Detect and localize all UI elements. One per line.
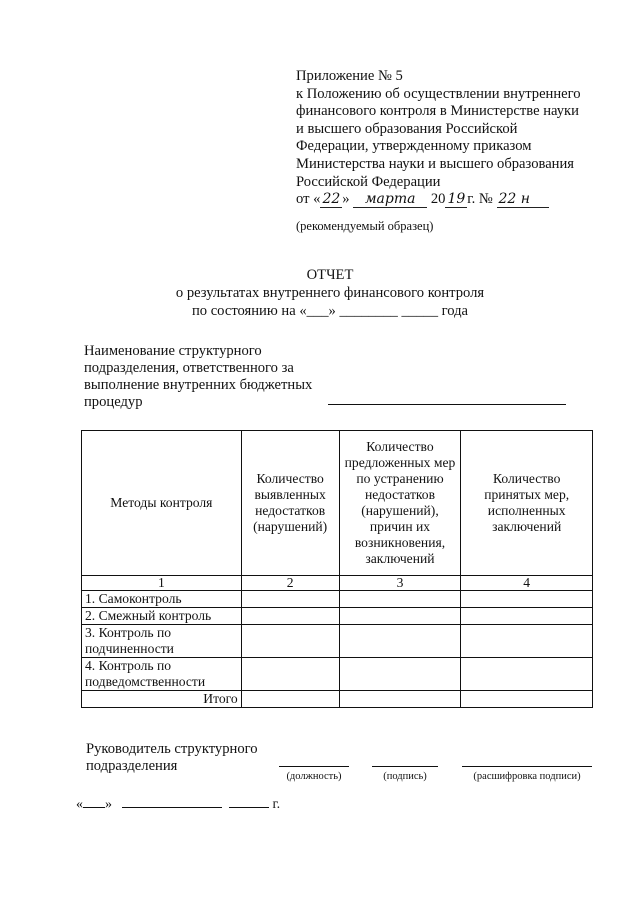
table-number-row — [82, 576, 593, 591]
table-row — [82, 591, 593, 608]
table-cell[interactable] — [241, 658, 339, 691]
table-row — [82, 658, 593, 691]
position-field[interactable] — [279, 766, 349, 767]
appendix-line: к Положению об осуществлении внутреннего — [296, 85, 581, 102]
appendix-block — [296, 68, 596, 209]
column-number: 1 — [82, 576, 242, 591]
date-prefix: от « — [296, 191, 321, 208]
table-cell[interactable] — [339, 608, 461, 625]
signature-label — [86, 741, 258, 775]
name-field[interactable] — [462, 766, 592, 767]
year-prefix: 20 — [430, 191, 446, 208]
table-cell[interactable] — [241, 625, 339, 658]
header-proposed-measures: Количество предложенных мер по устранению недостатков (нарушений), причин их возникновения, заключений — [339, 431, 461, 576]
row-method-label: 2. Смежный контроль — [82, 608, 242, 625]
control-results-table — [81, 430, 593, 708]
table-cell[interactable] — [339, 625, 461, 658]
report-subtitle: о результатах внутреннего финансового контроля — [175, 285, 485, 301]
row-method-label: 4. Контроль по подведомственности — [82, 658, 242, 691]
column-number: 3 — [339, 576, 461, 591]
table-cell[interactable] — [241, 591, 339, 608]
report-date-line: по состоянию на «___» ________ _____ года — [191, 303, 469, 319]
table-cell[interactable] — [241, 691, 339, 708]
report-title-block — [120, 266, 540, 320]
header-accepted-measures: Количество принятых мер, исполненных заключений — [461, 431, 593, 576]
close-quote: » — [105, 797, 112, 812]
signature-label-line: Руководитель структурного — [86, 741, 258, 757]
column-number: 2 — [241, 576, 339, 591]
handwritten-day: 22 — [322, 191, 341, 208]
unit-name-field[interactable] — [328, 404, 566, 405]
appendix-line: Министерства науки и высшего образования — [296, 155, 575, 172]
handwritten-month: марта — [353, 192, 427, 208]
table-row — [82, 608, 593, 625]
appendix-line: и высшего образования Российской — [296, 120, 518, 137]
table-cell[interactable] — [339, 658, 461, 691]
unit-name-label — [84, 343, 312, 411]
report-title: ОТЧЕТ — [306, 267, 354, 283]
table-cell[interactable] — [461, 658, 593, 691]
table-cell[interactable] — [461, 608, 593, 625]
caption-position: (должность) — [286, 771, 342, 782]
open-quote: « — [76, 797, 83, 812]
table-cell[interactable] — [241, 608, 339, 625]
year-unit: г. № — [467, 191, 493, 208]
sample-note: (рекомендуемый образец) — [296, 219, 434, 233]
appendix-line: Федерации, утвержденному приказом — [296, 138, 532, 155]
year-suffix: г. — [272, 797, 281, 812]
table-total-row — [82, 691, 593, 708]
table-header-row — [82, 431, 593, 576]
month-field[interactable] — [122, 795, 222, 808]
table-row — [82, 625, 593, 658]
handwritten-year: 19 — [447, 191, 466, 208]
caption-name: (расшифровка подписи) — [473, 771, 581, 782]
year-field[interactable] — [229, 795, 269, 808]
row-method-label: 1. Самоконтроль — [82, 591, 242, 608]
total-label: Итого — [82, 691, 242, 708]
table-cell[interactable] — [461, 625, 593, 658]
caption-signature: (подпись) — [383, 771, 427, 782]
table-cell[interactable] — [461, 591, 593, 608]
appendix-line: Российской Федерации — [296, 173, 441, 190]
table-cell[interactable] — [339, 691, 461, 708]
appendix-line: Приложение № 5 — [296, 68, 403, 84]
order-date-line: от « 22 » марта 20 19 г. № 22 н — [296, 191, 596, 209]
unit-label-line: выполнение внутренних бюджетных — [84, 377, 313, 393]
table-cell[interactable] — [461, 691, 593, 708]
unit-label-line: подразделения, ответственного за — [84, 360, 294, 376]
header-found-violations: Количество выявленных недостатков (нарушений) — [241, 431, 339, 576]
column-number: 4 — [461, 576, 593, 591]
signature-field[interactable] — [372, 766, 438, 767]
signing-date-line — [76, 795, 280, 813]
header-methods: Методы контроля — [82, 431, 242, 576]
handwritten-order-number: 22 н — [497, 192, 549, 208]
signature-label-line: подразделения — [86, 758, 178, 774]
row-method-label: 3. Контроль по подчиненности — [82, 625, 242, 658]
appendix-line: финансового контроля в Министерстве науки — [296, 103, 579, 120]
table-cell[interactable] — [339, 591, 461, 608]
day-field[interactable] — [83, 795, 105, 808]
unit-label-line: процедур — [84, 394, 143, 410]
unit-label-line: Наименование структурного — [84, 343, 262, 359]
